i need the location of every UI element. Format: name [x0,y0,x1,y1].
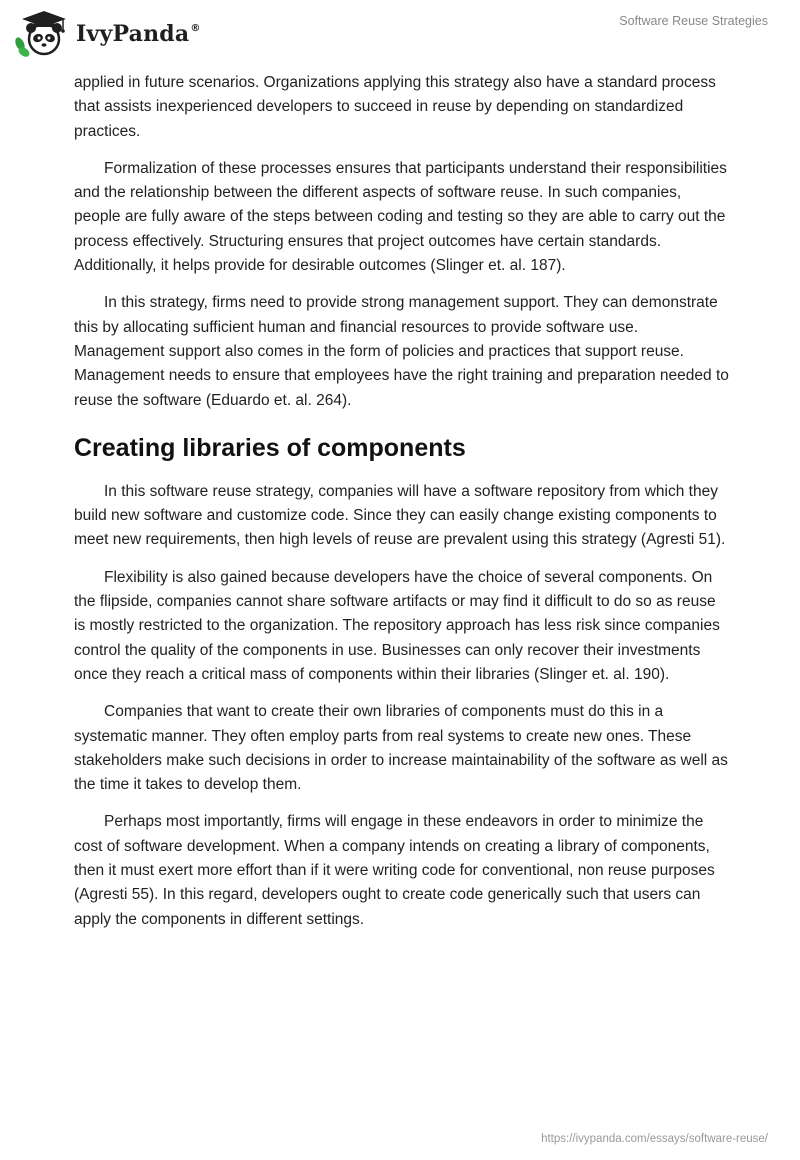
paragraph: In this software reuse strategy, companies will have a software repository from which they build new software and customize code. Since they can easily change existing components to meet new requirements, then high levels of reuse are prevalent using this strategy (Agresti 51). [74,482,726,549]
paragraph: In this strategy, firms need to provide strong management support. They can demonstrate this by allocating sufficient human and financial resources to provide software use. Management support also comes in the form of policies and practices that support reuse. Management needs to ensure that employees have the right training and preparation needed to reuse the software (Eduardo et. al. 264). [74,294,729,409]
paragraph: Perhaps most importantly, firms will engage in these endeavors in order to minimize the cost of software development. When a company intends on creating a library of components, then it must exert more effort than if it were writing code for conventional, non reuse purposes (Agresti 55). In this regard, developers ought to create code generically such that users can apply the components in different settings. [74,813,715,928]
ivypanda-logo[interactable] [14,8,201,58]
section-heading: Creating libraries of components [74,433,466,462]
page-header [0,0,800,70]
source-url[interactable]: https://ivypanda.com/essays/software-reuse/ [541,1133,768,1145]
registered-mark: ® [190,23,201,34]
essay-content [74,71,730,945]
paragraph: Formalization of these processes ensures that participants understand their responsibilities and the relationship between the different aspects of software reuse. In such companies, people are fully aware of the steps between coding and testing so they are able to carry out the process effectively. Structuring ensures that project outcomes have certain standards. Additionally, it helps provide for desirable outcomes (Slinger et. al. 187). [74,159,727,275]
paragraph: Flexibility is also gained because developers have the choice of several components. On the flipside, companies cannot share software artifacts or may find it difficult to do so as reuse is mostly restricted to the organization. The repository approach has less risk since companies control the quality of the components in use. Businesses can only recover their investments once they reach a critical mass of components within their libraries (Slinger et. al. 190). [74,568,720,683]
paragraph: applied in future scenarios. Organizations applying this strategy also have a standard process that assists inexperienced developers to succeed in reuse by depending on standardized practices. [74,74,716,140]
document-title: Software Reuse Strategies [619,14,768,28]
panda-graduation-cap-icon [14,8,72,58]
brand-name: IvyPanda® [76,21,201,47]
paragraph: Companies that want to create their own libraries of components must do this in a systematic manner. They often employ parts from real systems to create new ones. These stakeholders make such decisions in order to increase maintainability of the software as well as the time it takes to develop them. [74,703,728,794]
